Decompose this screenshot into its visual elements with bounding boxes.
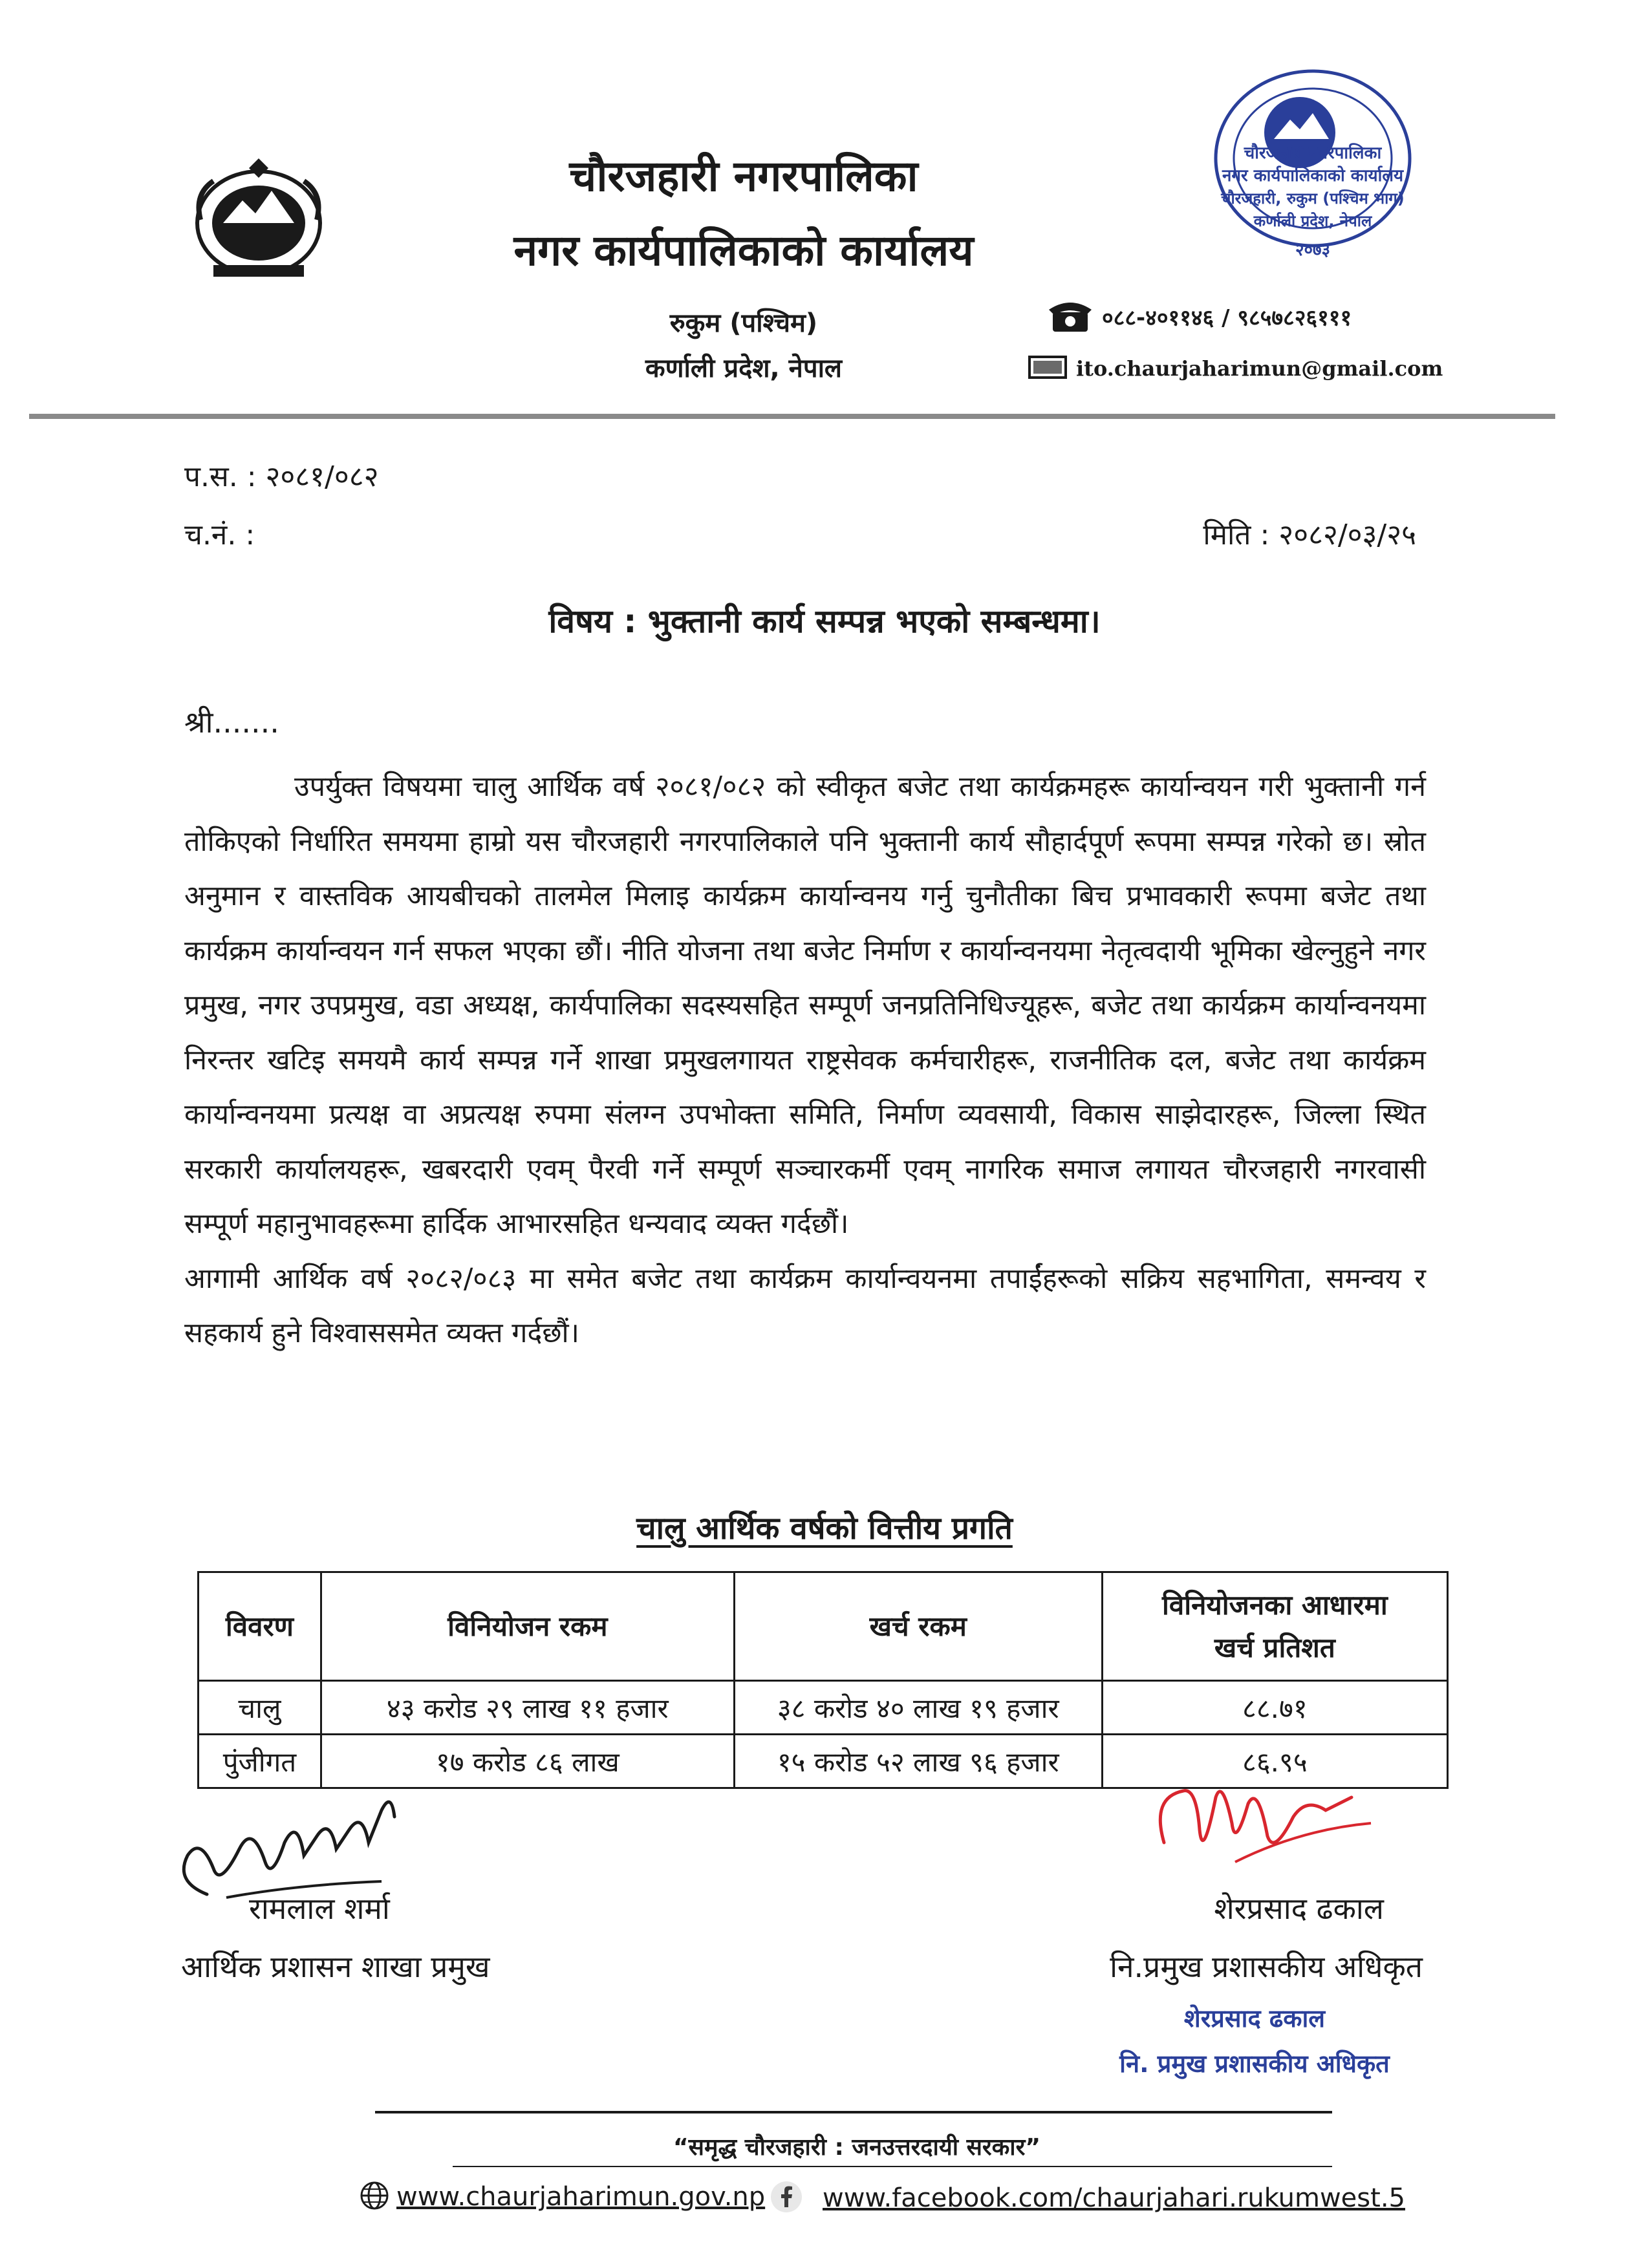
header-expenditure: खर्च रकम (734, 1572, 1102, 1681)
stamp-line-4: कर्णाली प्रदेश, नेपाल (1253, 212, 1372, 230)
globe-icon (359, 2180, 390, 2214)
facebook-url[interactable]: www.facebook.com/chaurjahari.rukumwest.5 (823, 2183, 1405, 2213)
office-subtitle: नगर कार्यपालिकाको कार्यालय (513, 226, 974, 275)
nepal-emblem-icon (188, 155, 330, 284)
email-contact (1028, 349, 1449, 388)
body-paragraph-2: आगामी आर्थिक वर्ष २०८२/०८३ मा समेत बजेट तथा कार्यक्रम कार्यान्वयनमा तपाईंहरूको सक्रिय सहभागिता, समन्वय र सहकार्य हुने विश्वाससमेत व्यक्त गर्दछौं। (184, 1262, 1426, 1349)
stamp-line-5: २०७३ (1295, 241, 1331, 260)
website-link[interactable] (359, 2180, 765, 2214)
facebook-link[interactable] (770, 2180, 1405, 2216)
table-header-row (199, 1572, 1448, 1681)
dispatch-number: च.नं. : (184, 519, 255, 551)
table-cell: १७ करोड ८६ लाख (321, 1735, 734, 1788)
phone-contact (1048, 297, 1449, 336)
email-address: ito.chaurjaharimun@gmail.com (1076, 356, 1443, 381)
stamp-line-2: नगर कार्यपालिकाको कार्यालय (1222, 166, 1404, 186)
header-allocation: विनियोजन रकम (321, 1572, 734, 1681)
body-paragraph-1: उपर्युक्त विषयमा चालु आर्थिक वर्ष २०८१/०८२ को स्वीकृत बजेट तथा कार्यक्रमहरू कार्यान्वयन गरी भुक्तानी गर्न तोकिएको निर्धारित समयमा हाम्रो यस चौरजहारी नगरपालिकाले पनि भुक्तानी कार्य सौहार्दपूर्ण रूपमा सम्पन्न गरेको छ। स्रोत अनुमान र वास्तविक आयबीचको तालमेल मिलाइ कार्यक्रम कार्यान्वनय गर्नु चुनौतीका बिच प्रभावकारी रूपमा बजेट तथा कार्यक्रम कार्यान्वयन गर्न सफल भएका छौं। नीति योजना तथा बजेट निर्माण र कार्यान्वनयमा नेतृत्वदायी भूमिका खेल्नुहुने नगर प्रमुख, नगर उपप्रमुख, वडा अध्यक्ष, कार्यपालिका सदस्यसहित सम्पूर्ण जनप्रतिनिधिज्यूहरू, बजेट तथा कार्यक्रम कार्यान्वनयमा निरन्तर खटिइ समयमै कार्य सम्पन्न गर्ने शाखा प्रमुखलगायत राष्ट्रसेवक कर्मचारीहरू, राजनीतिक दल, बजेट तथा कार्यक्रम कार्यान्वनयमा प्रत्यक्ष वा अप्रत्यक्ष रुपमा संलग्न उपभोक्ता समिति, निर्माण व्यवसायी, विकास साझेदारहरू, जिल्ला स्थित सरकारी कार्यालयहरू, खबरदारी एवम् पैरवी गर्ने सम्पूर्ण सञ्चारकर्मी एवम् नागरिक समाज लगायत चौरजहारी नगरवासी सम्पूर्ण महानुभावहरूमा हार्दिक आभारसहित धन्यवाद व्यक्त गर्दछौं। (184, 771, 1426, 1240)
telephone-icon (1048, 298, 1093, 336)
header-divider (29, 414, 1555, 419)
footer-divider-2 (453, 2166, 1332, 2167)
table-cell: ३८ करोड ४० लाख १९ हजार (734, 1681, 1102, 1735)
financial-progress-table (197, 1571, 1449, 1789)
office-stamp (1183, 61, 1442, 307)
province: कर्णाली प्रदेश, नेपाल (645, 354, 843, 383)
letter-number: प.स. : २०८१/०८२ (184, 460, 379, 493)
name-stamp: शेरप्रसाद ढकाल (1183, 2004, 1326, 2033)
office-name: चौरजहारी नगरपालिका (569, 151, 918, 201)
table-cell: चालु (199, 1681, 321, 1735)
email-icon (1028, 354, 1067, 383)
footer-divider (375, 2111, 1332, 2113)
table-cell: ४३ करोड २९ लाख ११ हजार (321, 1681, 734, 1735)
facebook-icon (770, 2180, 803, 2216)
header-details: विवरण (199, 1572, 321, 1681)
table-cell: १५ करोड ५२ लाख ९६ हजार (734, 1735, 1102, 1788)
table-cell: पुंजीगत (199, 1735, 321, 1788)
header-percentage-line-2: खर्च प्रतिशत (1214, 1631, 1335, 1664)
right-signature (1138, 1759, 1410, 1888)
phone-number: ०८८-४०११४६ / ९८५७८२६१११ (1102, 305, 1352, 331)
letter-date: मिति : २०८२/०३/२५ (1203, 519, 1416, 551)
right-signatory-designation: नि.प्रमुख प्रशासकीय अधिकृत (1110, 1949, 1423, 1984)
right-signatory-name: शेरप्रसाद ढकाल (1214, 1891, 1384, 1926)
left-signatory-designation: आर्थिक प्रशासन शाखा प्रमुख (181, 1949, 490, 1984)
header-percentage (1102, 1572, 1447, 1681)
letter-body (184, 760, 1426, 1361)
website-url[interactable]: www.chaurjaharimun.gov.np (396, 2182, 766, 2212)
table-cell: ८८.७१ (1102, 1681, 1447, 1735)
table-caption: चालु आर्थिक वर्षको वित्तीय प्रगति (636, 1510, 1013, 1546)
motto: “समृद्ध चौरजहारी : जनउत्तरदायी सरकार” (673, 2134, 1040, 2161)
stamp-line-1: चौरजहारी नगरपालिका (1244, 144, 1382, 163)
table-cell: ८६.९५ (1102, 1735, 1447, 1788)
salutation: श्री....... (184, 705, 279, 740)
stamp-line-3: चौरजहारी, रुकुम (पश्चिम भाग) (1221, 189, 1405, 208)
table-row (199, 1681, 1448, 1735)
designation-stamp: नि. प्रमुख प्रशासकीय अधिकृत (1119, 2049, 1390, 2078)
letter-subject: विषय : भुक्तानी कार्य सम्पन्न भएको सम्बन्धमा। (548, 603, 1101, 640)
district: रुकुम (पश्चिम) (669, 308, 818, 338)
left-signatory-name: रामलाल शर्मा (249, 1891, 390, 1926)
header-percentage-line-1: विनियोजनका आधारमा (1162, 1589, 1388, 1621)
